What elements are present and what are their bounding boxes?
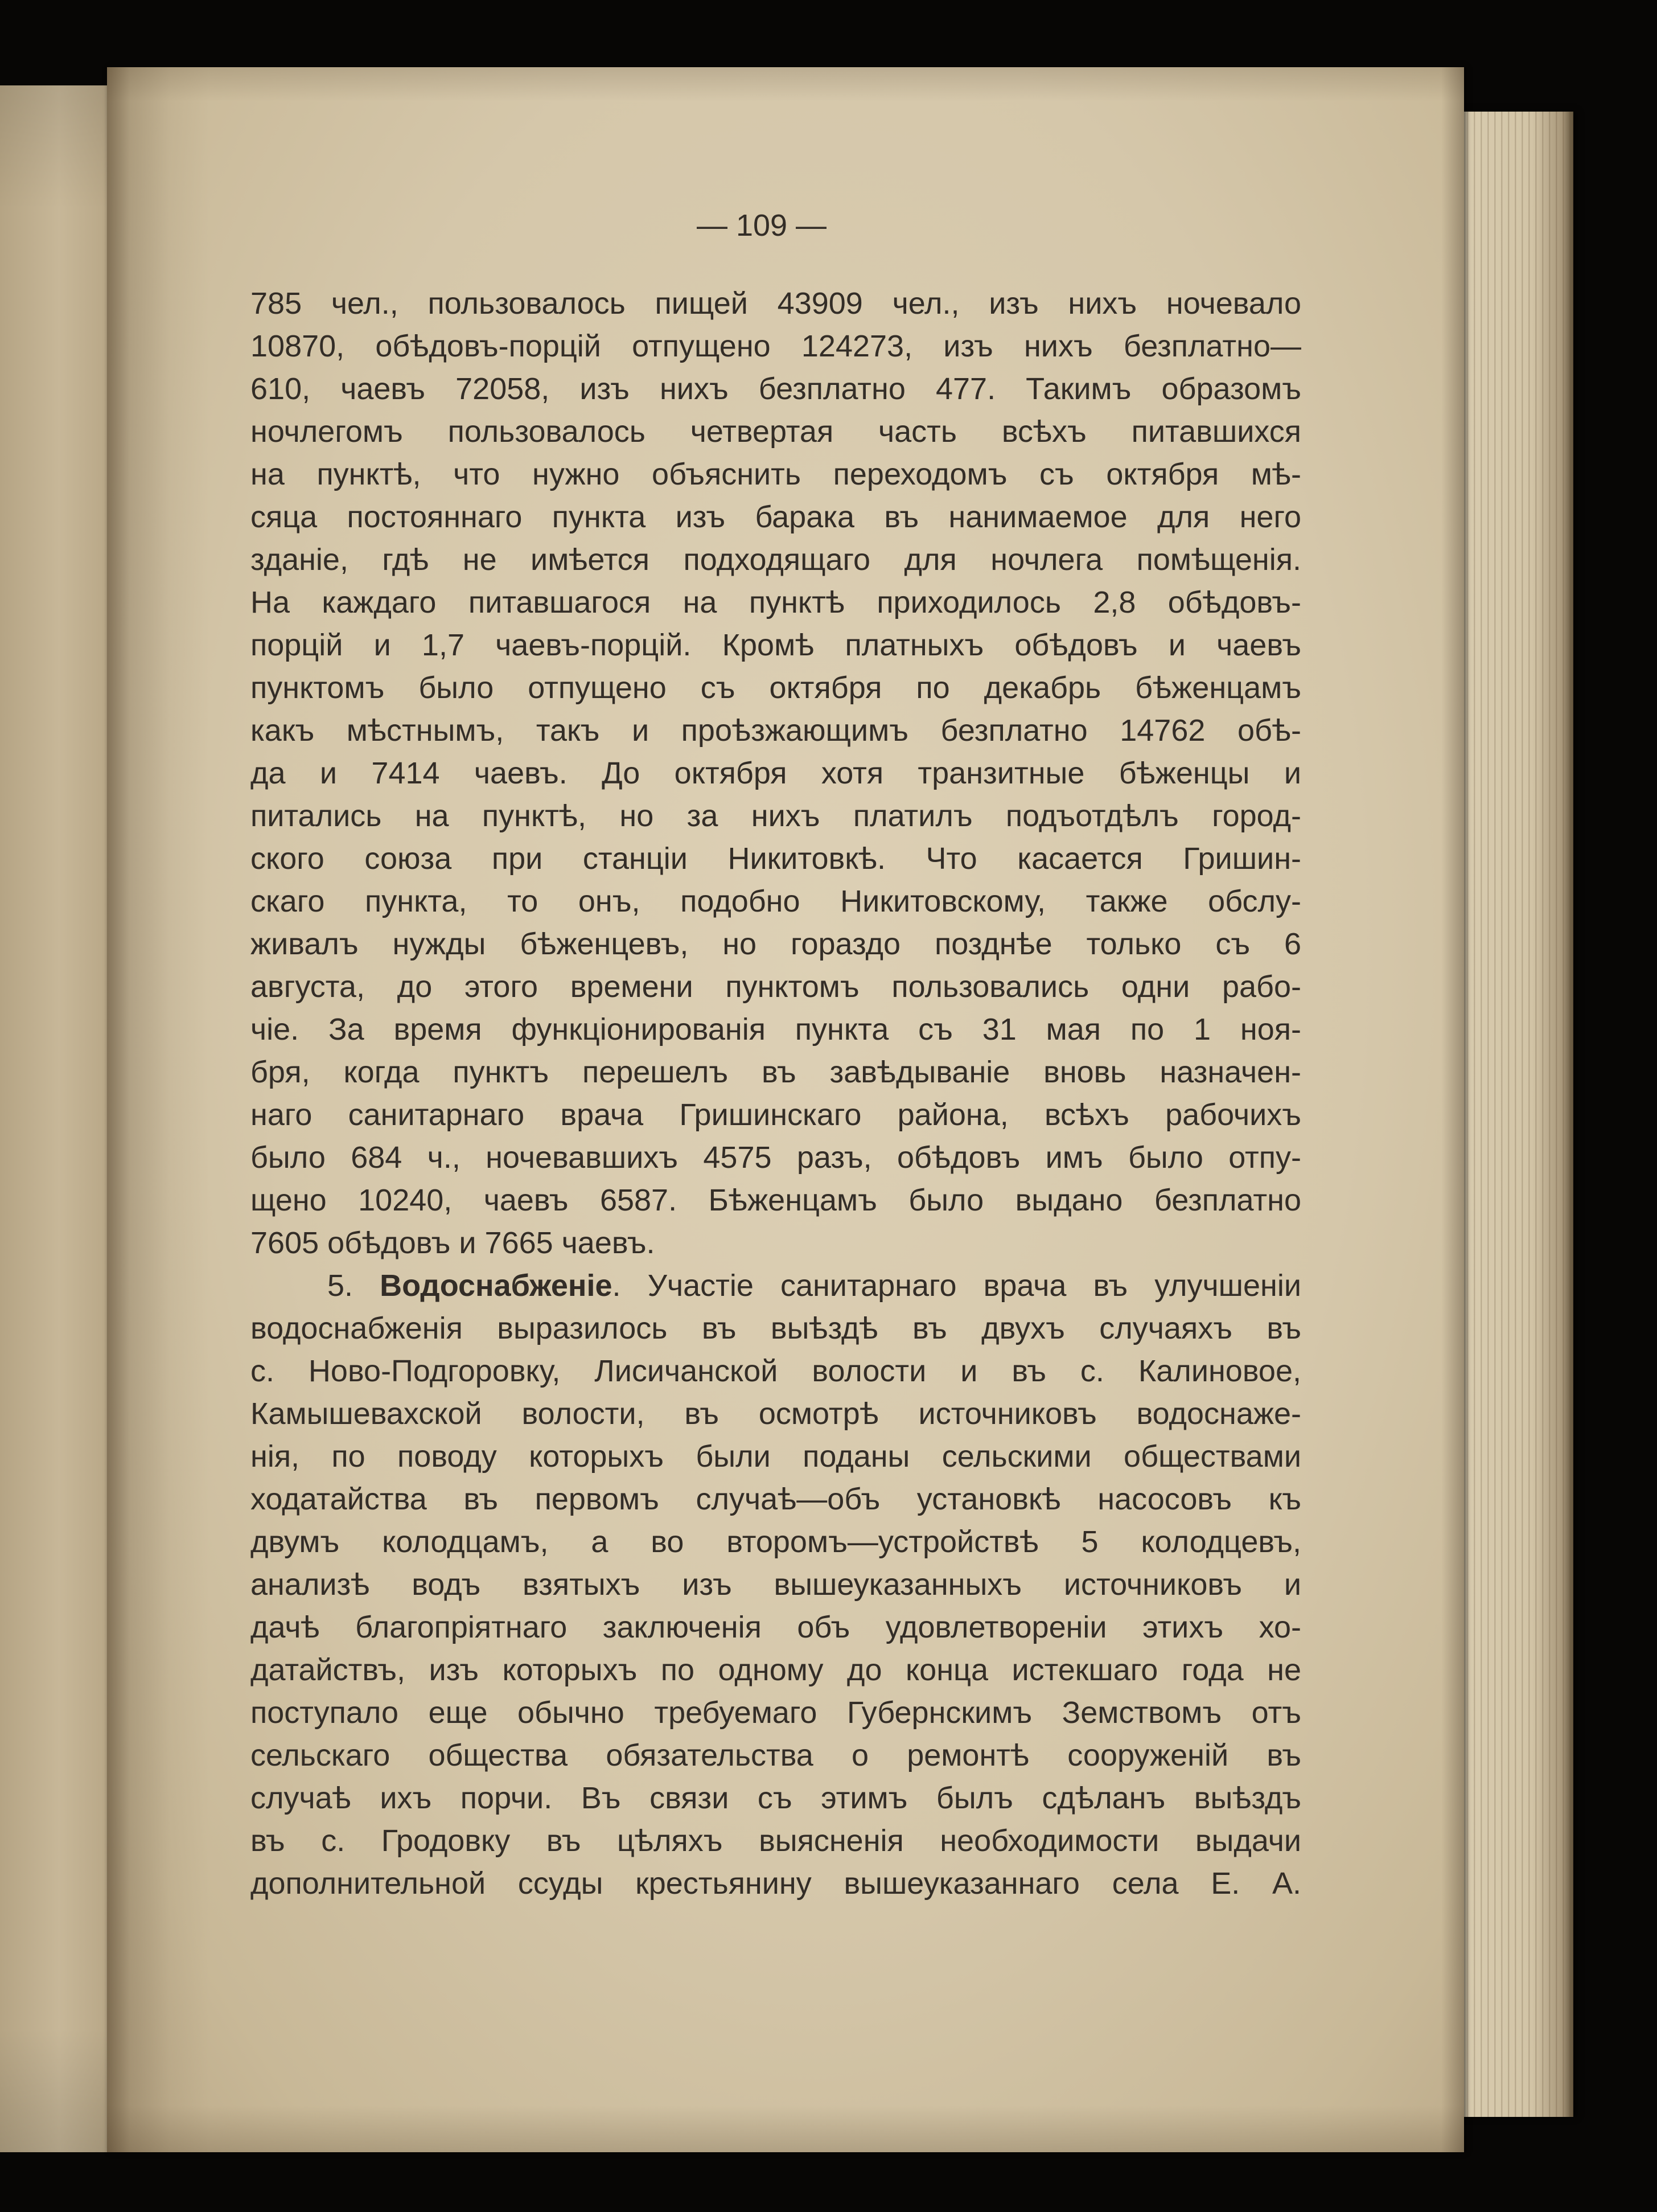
text-line: нія, по поводу которыхъ были поданы сельскими обществами	[250, 1439, 1301, 1474]
text-line: въ с. Гродовку въ цѣляхъ выясненія необходимости выдачи	[250, 1824, 1301, 1858]
book-page	[107, 67, 1464, 2152]
page-number: — 109 —	[696, 208, 827, 243]
text-line: щено 10240, чаевъ 6587. Бѣженцамъ было выдано безплатно	[250, 1183, 1301, 1217]
text-line: сельскаго общества обязательства о ремонтѣ сооруженій въ	[250, 1738, 1301, 1772]
section-heading-line	[250, 1265, 1301, 1307]
text-line: да и 7414 чаевъ. До октября хотя транзитные бѣженцы и	[250, 756, 1301, 790]
section-heading: Водоснабженіе	[380, 1269, 612, 1303]
text-line: поступало еще обычно требуемаго Губернскимъ Земствомъ отъ	[250, 1696, 1301, 1730]
text-line: дачѣ благопріятнаго заключенія объ удовлетвореніи этихъ хо-	[250, 1610, 1301, 1644]
text-line: двумъ колодцамъ, а во второмъ—устройствѣ 5 колодцевъ,	[250, 1525, 1301, 1559]
text-line: питались на пунктѣ, но за нихъ платилъ подъотдѣлъ город-	[250, 799, 1301, 833]
text-line: на пунктѣ, что нужно объяснить переходомъ съ октября мѣ-	[250, 457, 1301, 491]
text-line: какъ мѣстнымъ, такъ и проѣзжающимъ безплатно 14762 обѣ-	[250, 713, 1301, 748]
text-line: дополнительной ссуды крестьянину вышеуказаннаго села Е. А.	[250, 1866, 1301, 1901]
text-line: 785 чел., пользовалось пищей 43909 чел., изъ нихъ ночевало	[250, 286, 1301, 321]
text-line: водоснабженія выразилось въ выѣздѣ въ двухъ случаяхъ въ	[250, 1311, 1301, 1345]
text-line: сяца постояннаго пункта изъ барака въ нанимаемое для него	[250, 500, 1301, 534]
text-line: пунктомъ было отпущено съ октября по декабрь бѣженцамъ	[250, 671, 1301, 705]
text-line: чіе. За время функціонированія пункта съ 31 мая по 1 ноя-	[250, 1012, 1301, 1047]
text-line: было 684 ч., ночевавшихъ 4575 разъ, обѣдовъ имъ было отпу-	[250, 1140, 1301, 1175]
text-line: зданіе, гдѣ не имѣется подходящаго для ночлега помѣщенія.	[250, 543, 1301, 577]
text-line: случаѣ ихъ порчи. Въ связи съ этимъ былъ сдѣланъ выѣздъ	[250, 1781, 1301, 1815]
text-line: анализѣ водъ взятыхъ изъ вышеуказанныхъ источниковъ и	[250, 1567, 1301, 1602]
text-line: бря, когда пунктъ перешелъ въ завѣдываніе вновь назначен-	[250, 1055, 1301, 1089]
text-line: 610, чаевъ 72058, изъ нихъ безплатно 477. Такимъ образомъ	[250, 372, 1301, 406]
text-line: датайствъ, изъ которыхъ по одному до конца истекшаго года не	[250, 1653, 1301, 1687]
text-line: Камышевахской волости, въ осмотрѣ источниковъ водоснаже-	[250, 1397, 1301, 1431]
section-number: 5.	[327, 1269, 353, 1303]
text-line: наго санитарнаго врача Гришинскаго района, всѣхъ рабочихъ	[250, 1098, 1301, 1132]
text-line: ночлегомъ пользовалось четвертая часть всѣхъ питавшихся	[250, 415, 1301, 449]
text-line: 7605 обѣдовъ и 7665 чаевъ.	[250, 1226, 655, 1260]
section-first-line-text: . Участіе санитарнаго врача въ улучшеніи	[612, 1269, 1301, 1303]
text-line: августа, до этого времени пунктомъ пользовались одни рабо-	[250, 970, 1301, 1004]
text-line: с. Ново-Подгоровку, Лисичанской волости и въ с. Калиновое,	[250, 1354, 1301, 1388]
paragraph-1	[250, 282, 1301, 1265]
text-line: На каждаго питавшагося на пунктѣ приходилось 2,8 обѣдовъ-	[250, 585, 1301, 619]
text-line: ского союза при станціи Никитовкѣ. Что касается Гришин-	[250, 842, 1301, 876]
text-line: живалъ нужды бѣженцевъ, но гораздо позднѣе только съ 6	[250, 927, 1301, 961]
text-line: ходатайства въ первомъ случаѣ—объ установкѣ насосовъ къ	[250, 1482, 1301, 1516]
page-text	[250, 282, 1301, 1905]
text-line: 10870, обѣдовъ-порцій отпущено 124273, изъ нихъ безплатно—	[250, 329, 1301, 363]
paragraph-2	[250, 1265, 1301, 1905]
text-line: порцій и 1,7 чаевъ-порцій. Кромѣ платныхъ обѣдовъ и чаевъ	[250, 628, 1301, 662]
text-line: скаго пункта, то онъ, подобно Никитовскому, также обслу-	[250, 884, 1301, 918]
